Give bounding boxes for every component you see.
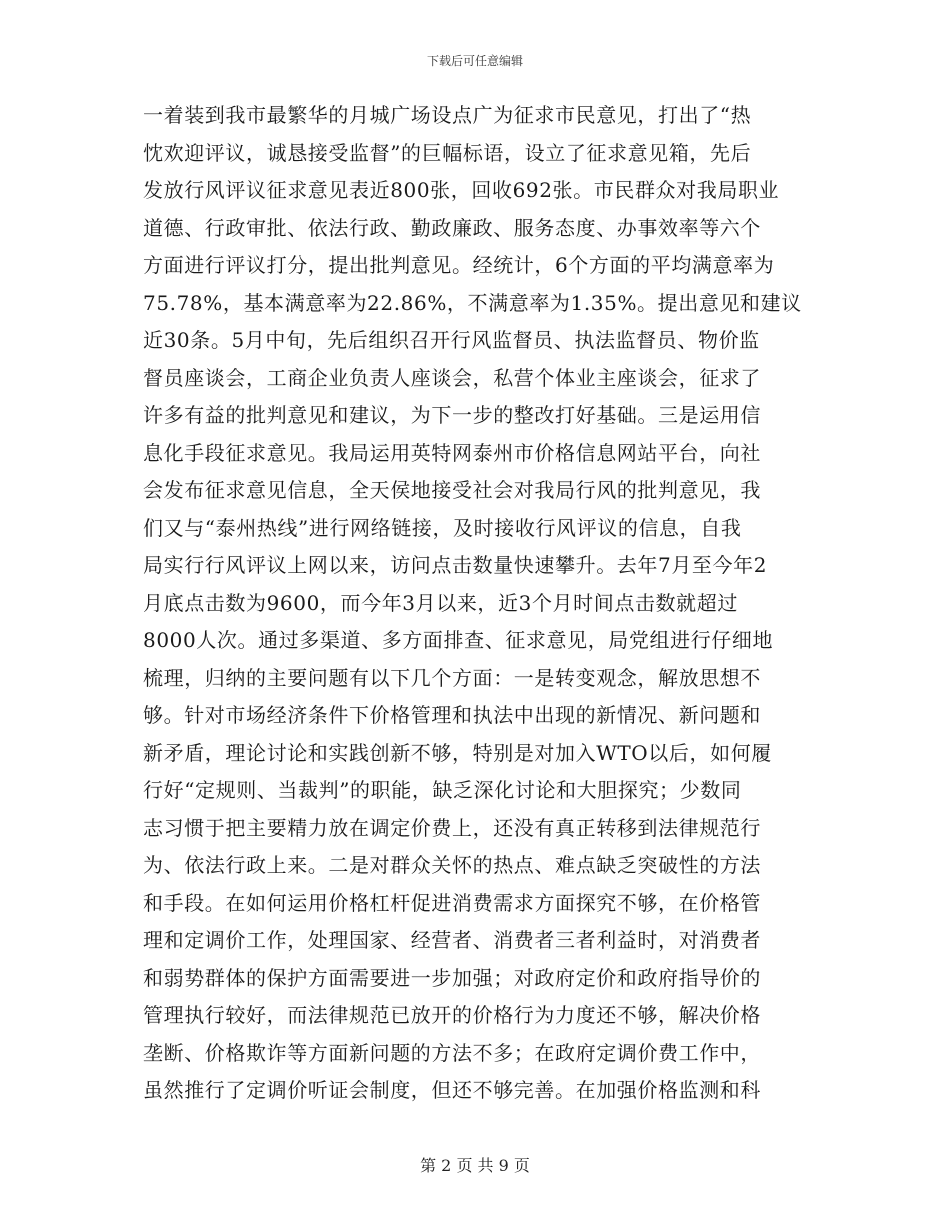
body-line: 道德、行政审批、依法行政、勤政廉政、服务态度、办事效率等六个 [143, 215, 761, 240]
body-line: 局实行行风评议上网以来，访问点击数量快速攀升。去年7月至今年2 [143, 553, 768, 577]
document-body [143, 97, 813, 1110]
body-line: 督员座谈会，工商企业负责人座谈会，私营个体业主座谈会，征求了 [143, 365, 761, 390]
body-line: 和弱势群体的保护方面需要进一步加强；对政府定价和政府指导价的 [143, 965, 761, 990]
body-line: 和手段。在如何运用价格杠杆促进消费需求方面探究不够，在价格管 [143, 890, 761, 915]
body-line: 近30条。5月中旬，先后组织召开行风监督员、执法监督员、物价监 [143, 328, 760, 352]
body-line: 月底点击数为9600，而今年3月以来，近3个月时间点击数就超过 [143, 590, 738, 615]
body-line: 为、依法行政上来。二是对群众关怀的热点、难点缺乏突破性的方法 [143, 853, 761, 877]
body-line: 虽然推行了定调价听证会制度，但还不够完善。在加强价格监测和科 [143, 1078, 761, 1102]
body-line: 们又与“泰州热线”进行网络链接，及时接收行风评议的信息，自我 [143, 515, 742, 540]
body-line: 垄断、价格欺诈等方面新问题的方法不多；在政府定调价费工作中， [143, 1040, 761, 1065]
page-header: 下载后可任意编辑 [426, 54, 523, 68]
body-line: 息化手段征求意见。我局运用英特网泰州市价格信息网站平台，向社 [143, 440, 761, 465]
body-line: 8000人次。通过多渠道、多方面排查、征求意见，局党组进行仔细地 [143, 628, 774, 652]
body-line: 方面进行评议打分，提出批判意见。经统计，6个方面的平均满意率为 [143, 253, 775, 277]
body-line: 忱欢迎评议，诚恳接受监督”的巨幅标语，设立了征求意见箱，先后 [143, 140, 752, 165]
body-line: 管理执行较好，而法律规范已放开的价格行为力度还不够，解决价格 [143, 1003, 761, 1027]
body-line: 够。针对市场经济条件下价格管理和执法中出现的新情况、新问题和 [143, 703, 761, 727]
body-line: 许多有益的批判意见和建议，为下一步的整改打好基础。三是运用信 [143, 403, 761, 427]
body-line: 志习惯于把主要精力放在调定价费上，还没有真正转移到法律规范行 [143, 815, 761, 840]
body-line: 一着装到我市最繁华的月城广场设点广为征求市民意见，打出了“热 [143, 103, 752, 127]
body-line: 理和定调价工作，处理国家、经营者、消费者三者利益时，对消费者 [143, 928, 761, 952]
body-line: 行好“定规则、当裁判”的职能，缺乏深化讨论和大胆探究；少数同 [143, 778, 742, 802]
body-line: 发放行风评议征求意见表近800张，回收692张。市民群众对我局职业 [143, 178, 780, 202]
body-line: 75.78%，基本满意率为22.86%，不满意率为1.35%。提出意见和建议 [143, 290, 802, 315]
body-line: 会发布征求意见信息，全天侯地接受社会对我局行风的批判意见，我 [143, 478, 761, 502]
page-footer: 第 2 页 共 9 页 [420, 1156, 530, 1175]
body-line: 新矛盾，理论讨论和实践创新不够，特别是对加入WTO以后，如何履 [143, 740, 772, 765]
body-line: 梳理，归纳的主要问题有以下几个方面：一是转变观念，解放思想不 [143, 665, 761, 690]
